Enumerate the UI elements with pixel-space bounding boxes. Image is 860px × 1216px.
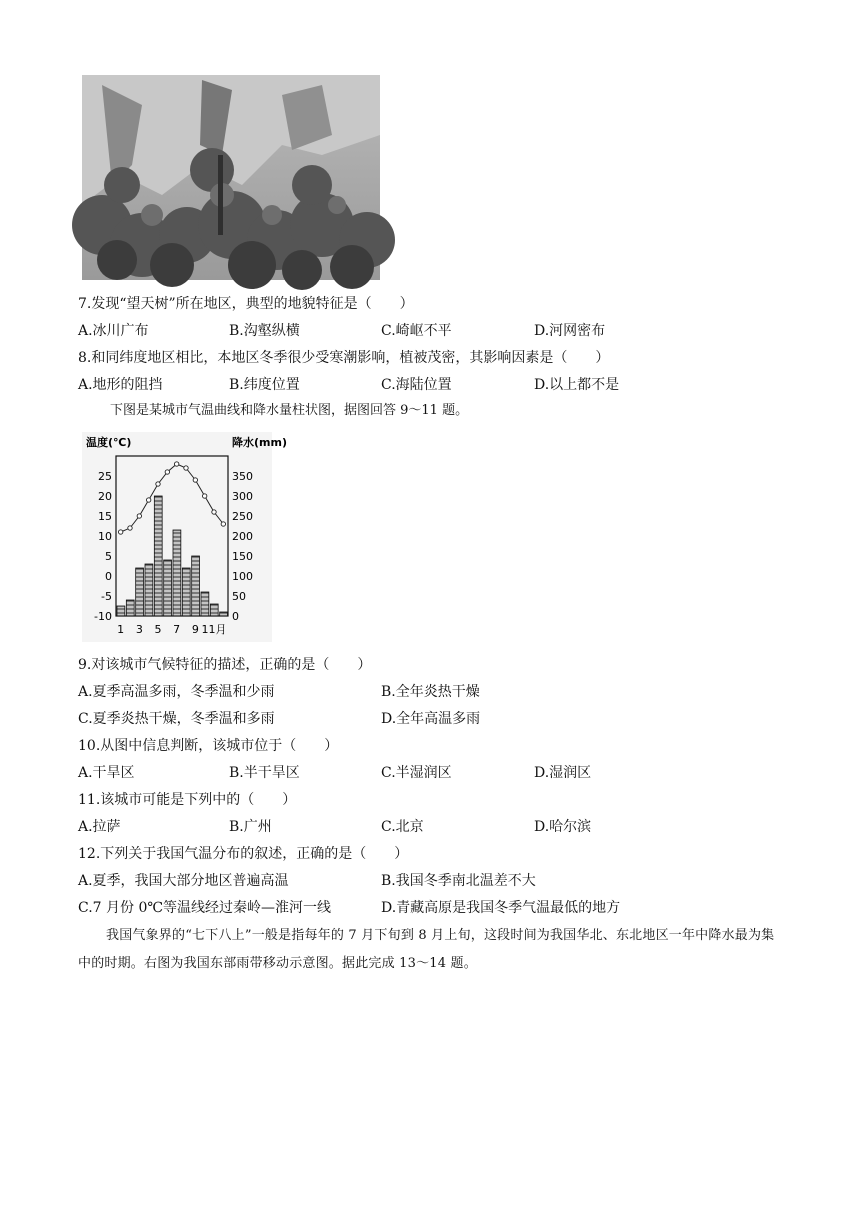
left-tick-label: 10: [98, 530, 112, 543]
precipitation-bar: [201, 592, 209, 616]
precipitation-bar: [154, 496, 162, 616]
temperature-point: [202, 494, 206, 498]
q12-option-a[interactable]: A.夏季，我国大部分地区普遍高温: [78, 873, 289, 889]
q9-option-b[interactable]: B.全年炎热干燥: [381, 684, 480, 700]
x-tick-label: 1: [117, 623, 125, 636]
temperature-point: [184, 466, 188, 470]
temperature-point: [193, 478, 197, 482]
right-tick-label: 100: [232, 570, 253, 583]
precipitation-bar: [182, 568, 190, 616]
q9-option-a[interactable]: A.夏季高温多雨，冬季温和少雨: [78, 684, 275, 700]
temperature-point: [137, 514, 141, 518]
temperature-point: [128, 526, 132, 530]
temperature-point: [146, 498, 150, 502]
right-tick-label: 150: [232, 550, 253, 563]
x-tick-label: 3: [135, 623, 143, 636]
right-tick-label: 300: [232, 490, 253, 503]
x-tick-label: 5: [154, 623, 162, 636]
forest-photo-svg: [82, 75, 380, 280]
climate-chart-svg: [82, 432, 287, 642]
left-tick-label: 15: [98, 510, 112, 523]
right-tick-label: 350: [232, 470, 253, 483]
q9-option-c[interactable]: C.夏季炎热干燥，冬季温和多雨: [78, 711, 275, 727]
left-tick-label: 0: [105, 570, 112, 583]
precipitation-bar: [136, 568, 144, 616]
q7-option-a[interactable]: A.冰川广布: [78, 323, 149, 339]
question-10-stem: 10.从图中信息判断，该城市位于（ ）: [78, 738, 339, 754]
q10-option-b[interactable]: B.半干旱区: [229, 765, 300, 781]
precipitation-bar: [220, 612, 228, 616]
q10-option-d[interactable]: D.湿润区: [534, 765, 592, 781]
precipitation-bar: [117, 606, 125, 616]
q11-option-d[interactable]: D.哈尔滨: [534, 819, 592, 835]
question-11-stem: 11.该城市可能是下列中的（ ）: [78, 792, 297, 808]
q7-option-b[interactable]: B.沟壑纵横: [229, 323, 300, 339]
forest-cliff-photo: [82, 75, 380, 280]
precipitation-bar: [126, 600, 134, 616]
climate-chart: [82, 432, 287, 642]
q8-option-d[interactable]: D.以上都不是: [534, 377, 620, 393]
x-tick-label: 9: [191, 623, 199, 636]
left-tick-label: 25: [98, 470, 112, 483]
precipitation-bar: [164, 560, 172, 616]
q11-option-b[interactable]: B.广州: [229, 819, 272, 835]
q10-option-c[interactable]: C.半湿润区: [381, 765, 452, 781]
left-tick-label: 20: [98, 490, 112, 503]
temperature-point: [212, 510, 216, 514]
x-tick-label: 11月: [201, 623, 227, 636]
question-8-stem: 8.和同纬度地区相比，本地区冬季很少受寒潮影响，植被茂密，其影响因素是（ ）: [78, 350, 610, 366]
q10-option-a[interactable]: A.干旱区: [78, 765, 135, 781]
q12-option-c[interactable]: C.7 月份 0℃等温线经过秦岭—淮河一线: [78, 900, 332, 916]
question-12-stem: 12.下列关于我国气温分布的叙述，正确的是（ ）: [78, 846, 409, 862]
intro-9-11: 下图是某城市气温曲线和降水量柱状图，据图回答 9～11 题。: [110, 403, 469, 418]
left-tick-label: -5: [101, 590, 112, 603]
q12-option-b[interactable]: B.我国冬季南北温差不大: [381, 873, 536, 889]
right-tick-label: 50: [232, 590, 246, 603]
right-tick-label: 0: [232, 610, 239, 623]
q8-option-b[interactable]: B.纬度位置: [229, 377, 300, 393]
precipitation-bar: [145, 564, 153, 616]
q11-option-c[interactable]: C.北京: [381, 819, 424, 835]
right-axis-label: 降水(mm): [232, 436, 287, 449]
q9-option-d[interactable]: D.全年高温多雨: [381, 711, 481, 727]
x-tick-label: 7: [173, 623, 181, 636]
precipitation-bar: [192, 556, 200, 616]
right-tick-label: 250: [232, 510, 253, 523]
precipitation-bar: [210, 604, 218, 616]
left-axis-label: 温度(℃): [86, 436, 132, 449]
left-tick-label: -10: [94, 610, 112, 623]
temperature-point: [156, 482, 160, 486]
temperature-point: [165, 470, 169, 474]
question-9-stem: 9.对该城市气候特征的描述，正确的是（ ）: [78, 657, 372, 673]
question-7-stem: 7.发现“望天树”所在地区，典型的地貌特征是（ ）: [78, 296, 414, 312]
temperature-point: [174, 462, 178, 466]
temperature-point: [221, 522, 225, 526]
q8-option-c[interactable]: C.海陆位置: [381, 377, 452, 393]
q8-option-a[interactable]: A.地形的阻挡: [78, 377, 163, 393]
q11-option-a[interactable]: A.拉萨: [78, 819, 121, 835]
left-tick-label: 5: [105, 550, 112, 563]
q7-option-c[interactable]: C.崎岖不平: [381, 323, 452, 339]
precipitation-bar: [173, 530, 181, 616]
q12-option-d[interactable]: D.青藏高原是我国冬季气温最低的地方: [381, 900, 621, 916]
q7-option-d[interactable]: D.河网密布: [534, 323, 606, 339]
intro-13-14: 我国气象界的“七下八上”一般是指每年的 7 月下旬到 8 月上旬，这段时间为我国华北、东北地区一年中降水最为集中的时期。右图为我国东部雨带移动示意图。据此完成 13～14 题。: [78, 928, 775, 971]
right-tick-label: 200: [232, 530, 253, 543]
temperature-point: [118, 530, 122, 534]
